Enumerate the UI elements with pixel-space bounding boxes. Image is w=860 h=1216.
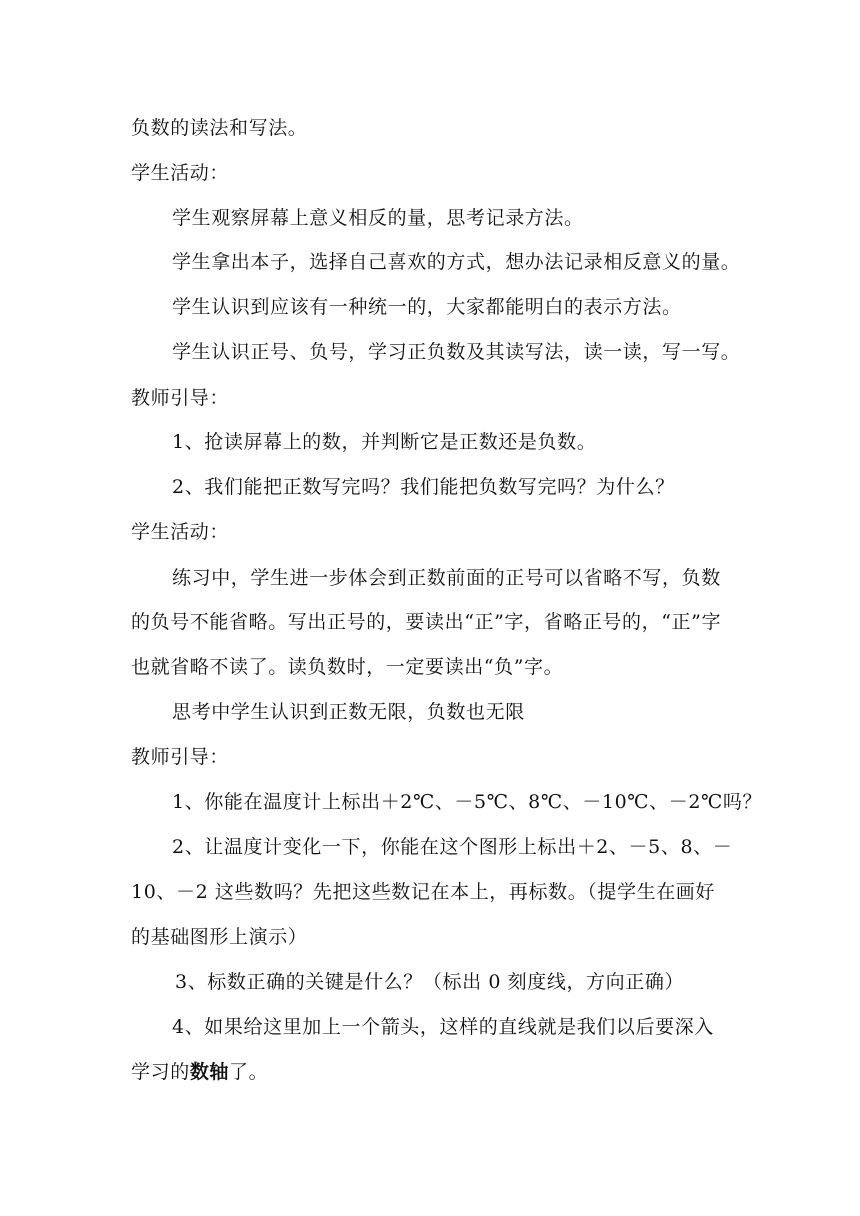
text-fragment: 学习的 [131,1061,190,1083]
section-heading-student-activity: 学生活动： [131,162,230,184]
section-heading-teacher-guide: 教师引导： [131,746,230,768]
section-heading-teacher-guide: 教师引导： [131,387,230,409]
text-line: 10、－2 这些数吗？先把这些数记在本上，再标数。（提学生在画好 [131,881,716,903]
text-line: 也就省略不读了。读负数时，一定要读出“负”字。 [131,656,564,678]
section-heading-student-activity: 学生活动： [131,521,230,543]
text-fragment: 了。 [229,1061,269,1083]
text-line: 1、你能在温度计上标出＋2℃、－5℃、8℃、－10℃、－2℃吗？ [172,791,763,813]
text-line: 学生认识正号、负号，学习正负数及其读写法，读一读，写一写。 [172,341,741,363]
text-line: 3、标数正确的关键是什么？（标出 0 刻度线，方向正确） [175,971,685,993]
text-line: 2、让温度计变化一下，你能在这个图形上标出＋2、－5、8、－ [172,836,733,858]
text-line: 学生拿出本子，选择自己喜欢的方式，想办法记录相反意义的量。 [172,251,741,273]
text-line: 1、抢读屏幕上的数，并判断它是正数还是负数。 [172,431,597,453]
text-line: 4、如果给这里加上一个箭头，这样的直线就是我们以后要深入 [172,1016,714,1038]
text-line: 的负号不能省略。写出正号的，要读出“正”字，省略正号的，“正”字 [131,611,722,633]
text-line: 2、我们能把正数写完吗？我们能把负数写完吗？为什么？ [172,476,675,498]
text-line: 学生观察屏幕上意义相反的量，思考记录方法。 [172,207,584,229]
text-line: 练习中，学生进一步体会到正数前面的正号可以省略不写，负数 [172,567,721,589]
bold-term-number-line: 数轴 [189,1061,230,1083]
text-line: 负数的读法和写法。 [131,117,308,139]
text-line: 思考中学生认识到正数无限，负数也无限 [172,701,525,723]
text-line [131,1060,731,1084]
text-line: 学生认识到应该有一种统一的，大家都能明白的表示方法。 [172,296,682,318]
text-line: 的基础图形上演示） [131,926,308,948]
